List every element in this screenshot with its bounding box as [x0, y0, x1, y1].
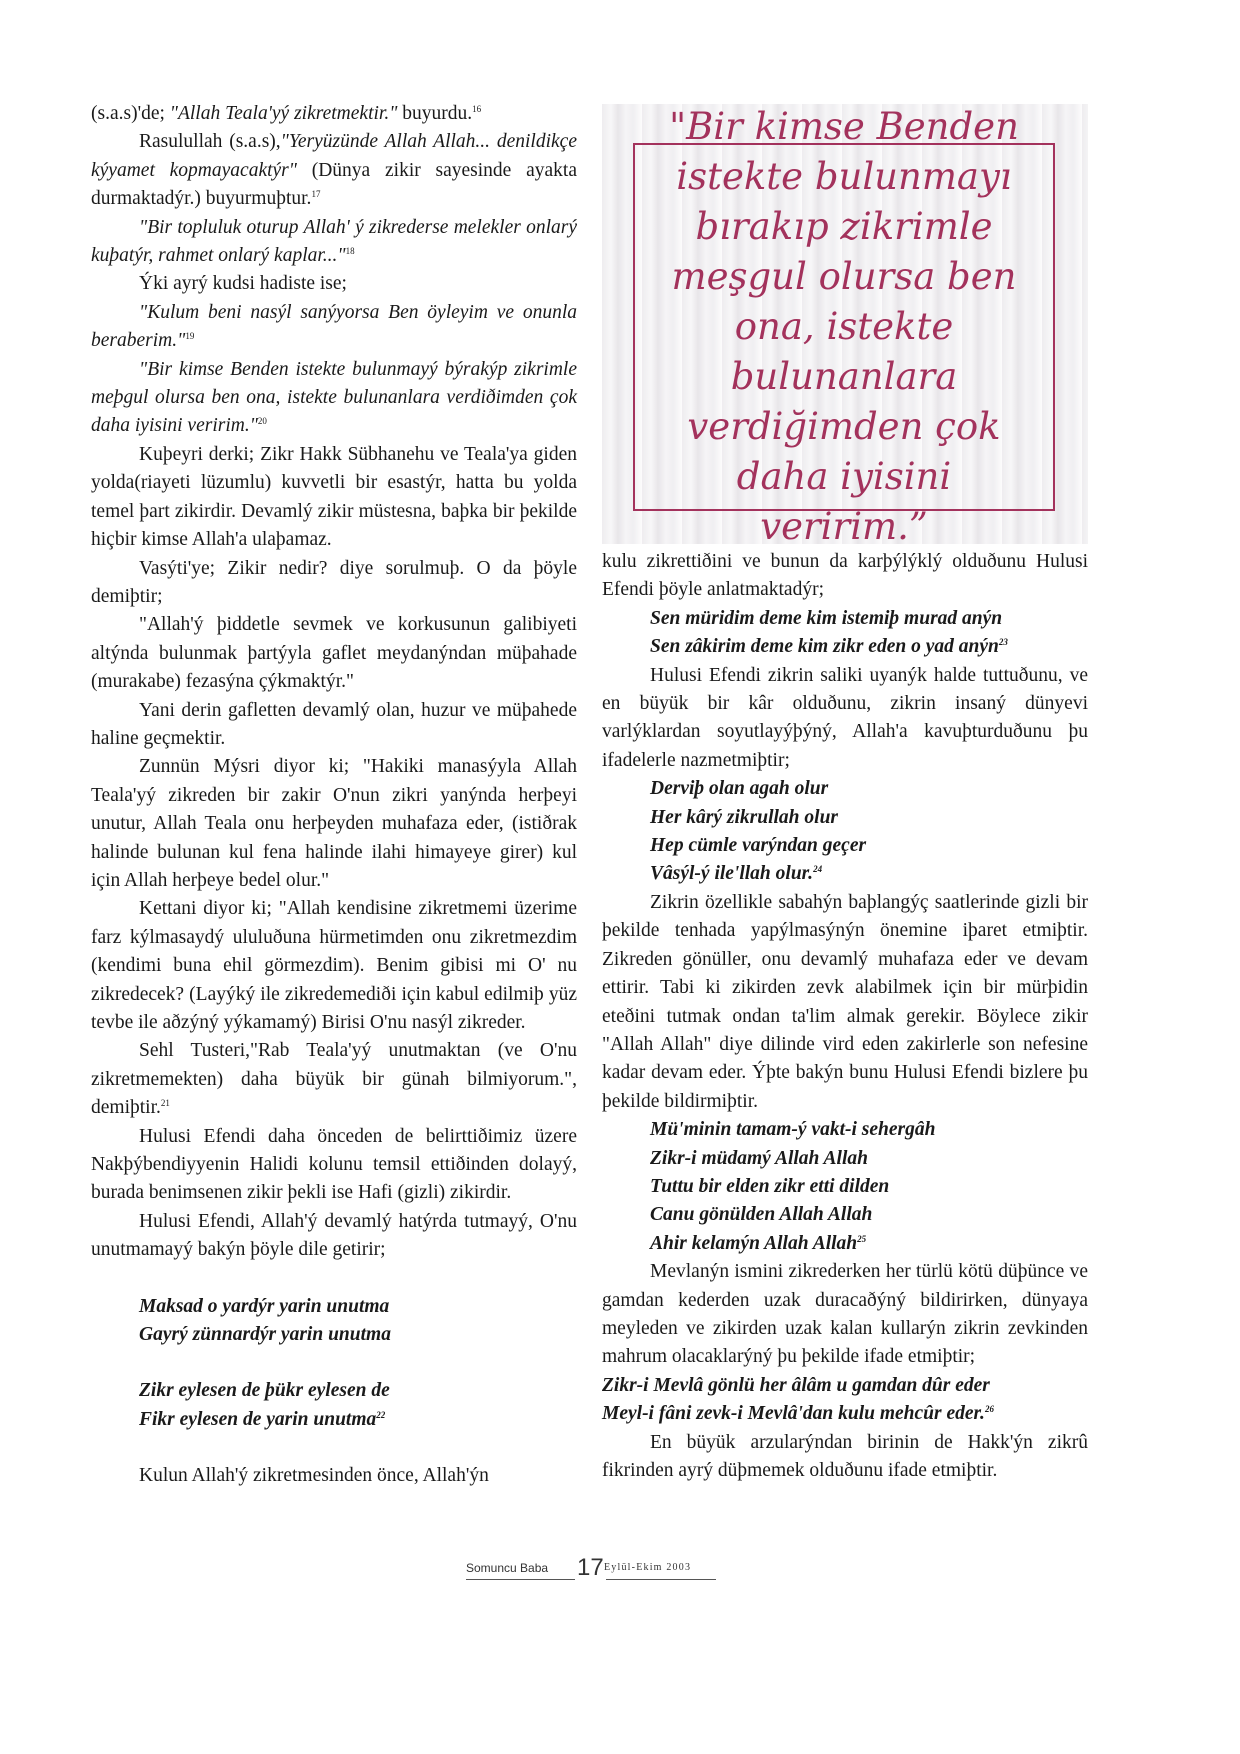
paragraph: Zunnün Mýsri diyor ki; "Hakiki manasýyla Allah Teala'yý zikreden bir zakir O'nun zikri yanýnda herþeyi unutur, Allah Teala onu herþeyden muhafaza eder, (istiðrak halinde bulunan kul fena halinde ilahi himayeye girer) kul için Allah herþeye bedel olur.": [91, 756, 577, 891]
paragraph: kulu zikrettiðini ve bunun da karþýlýklý olduðunu Hulusi Efendi þöyle anlatmaktadýr;: [602, 551, 1088, 601]
paragraph: Vasýti'ye; Zikir nedir? diye sorulmuþ. O da þöyle demiþtir;: [91, 557, 577, 607]
paragraph: Hulusi Efendi, Allah'ý devamlý hatýrda tutmayý, O'nu unutmamayý bakýn þöyle dile getirir;: [91, 1210, 577, 1261]
footnote-ref: 26: [984, 1404, 994, 1415]
hadith-quote: "Kulum beni nasýl sanýyorsa Ben öyleyim ve onunla beraberim."$^{19}$: [91, 301, 577, 352]
footnote-ref: 21: [160, 1098, 170, 1109]
poem-line: Zikr-i Mevlâ gönlü her âlâm u gamdan dûr eder: [602, 1374, 990, 1396]
paragraph: Kulun Allah'ý zikretmesinden önce, Allah'ýn: [139, 1465, 489, 1487]
hadith-quote: "Bir kimse Benden istekte bulunmayý býrakýp zikrimle meþgul olursa ben ona, istekte bulunanlara verdiðimden çok daha iyisini veririm."$^{20}$: [91, 358, 577, 437]
poem-line: Vâsýl-ý ile'llah olur.$^{24}$: [650, 863, 823, 885]
left-column: [91, 100, 577, 1491]
poem-line: Sen zâkirim deme kim zikr eden o yad anýn$^{23}$: [650, 636, 1008, 658]
poem-line: Zikr eylesen de þükr eylesen de: [139, 1380, 390, 1402]
right-column: [602, 548, 1088, 1485]
poem-line: Tuttu bir elden zikr etti dilden: [650, 1175, 890, 1197]
poem-line: Her kârý zikrullah olur: [650, 806, 839, 828]
footnote-ref: 25: [857, 1233, 867, 1244]
page-footer: [466, 1556, 716, 1586]
footnote-ref: 20: [257, 416, 267, 427]
page-number: 17: [577, 1554, 604, 1581]
poem-line: Sen müridim deme kim istemiþ murad anýn: [650, 607, 1003, 629]
pull-quote: "Bir kimse Benden istekte bulunmayı bırakıp zikrimle meşgul olursa ben ona, istekte bulunanlara verdiğimden çok daha iyisini veririm.”: [669, 105, 1019, 548]
paragraph: Ýki ayrý kudsi hadiste ise;: [139, 273, 347, 295]
issue-date: Eylül-Ekim 2003: [604, 1562, 692, 1573]
paragraph: (s.a.s)'de; "Allah Teala'yý zikretmektir." buyurdu.$^{16}$: [91, 103, 482, 124]
paragraph: En büyük arzularýndan birinin de Hakk'ýn zikrû fikrinden ayrý düþmemek olduðunu ifade etmiþtir.: [602, 1431, 1088, 1481]
footnote-ref: 19: [185, 331, 195, 342]
paragraph: Mevlanýn ismini zikrederken her türlü kötü düþünce ve gamdan kederden uzak duracaðýný bildirirken, dünyaya meyleden ve zikirden uzak kalan kullarýn zikrin zevkinden mahrum olacaklarýný þu þekilde ifade etmiþtir;: [602, 1261, 1088, 1368]
poem-line: Ahir kelamýn Allah Allah$^{25}$: [650, 1232, 867, 1254]
footnote-ref: 24: [813, 864, 823, 875]
poem-line: Mü'minin tamam-ý vakt-i sehergâh: [650, 1119, 936, 1141]
poem-line: Meyl-i fâni zevk-i Mevlâ'dan kulu mehcûr eder.$^{26}$: [602, 1403, 994, 1425]
paragraph: Hulusi Efendi zikrin saliki uyanýk halde tuttuðunu, ve en büyük bir kâr olduðunu, zikrin insaný dünyevi varlýklardan soyutlayýþýný, Allah'a kavuþturduðunu þu ifadelerle nazmetmiþtir;: [602, 664, 1088, 771]
footnote-ref: 18: [345, 246, 355, 257]
poem-line: Gayrý zünnardýr yarin unutma: [139, 1324, 391, 1346]
poem-line: Hep cümle varýndan geçer: [650, 835, 867, 857]
footnote-ref: 23: [998, 637, 1008, 648]
hadith-quote: "Bir topluluk oturup Allah' ý zikrederse melekler onlarý kuþatýr, rahmet onlarý kaplar..."$^{18}$: [91, 216, 577, 267]
paragraph: Sehl Tusteri,"Rab Teala'yý unutmaktan (ve O'nu zikretmemekten) daha büyük bir günah bilmiyorum.", demiþtir.$^{21}$: [91, 1040, 577, 1119]
poem-line: Derviþ olan agah olur: [650, 778, 829, 800]
poem-line: Maksad o yardýr yarin unutma: [139, 1295, 390, 1317]
paragraph: Yani derin gafletten devamlý olan, huzur ve müþahede haline geçmektir.: [91, 699, 577, 749]
footnote-ref: 22: [376, 1409, 386, 1420]
pull-quote-box: [633, 105, 1055, 548]
paragraph: Hulusi Efendi daha önceden de belirttiðimiz üzere Nakþýbendiyyenin Halidi kolunu temsil ettiðinden dolayý, burada benimsenen zikir þekli ise Hafi (gizli) zikirdir.: [91, 1125, 577, 1204]
paragraph: Rasulullah (s.a.s),"Yeryüzünde Allah Allah... denildikçe kýyamet kopmayacaktýr" (Dünya zikir sayesinde ayakta durmaktadýr.) buyurmuþtur.$^{17}$: [91, 131, 577, 210]
paragraph: "Allah'ý þiddetle sevmek ve korkusunun galibiyeti altýnda bulunmak þartýyla gaflet meydanýndan müþahade (murakabe) fezasýna çýkmaktýr.": [91, 614, 577, 693]
poem-line: Canu gönülden Allah Allah: [650, 1204, 873, 1226]
paragraph: Kettani diyor ki; "Allah kendisine zikretmemi üzerime farz kýlmasaydý ululuðuna hürmetimden onu zikretmezdim (kendimi buna ehil görmezdim). Benim gibisi mi O' nu zikredecek? (Layýký ile zikredemediði için kabul edilmiþ yüz tevbe ile aðzýný yýkamamý) Birisi O'nu nasýl zikreder.: [91, 898, 577, 1033]
footnote-ref: 17: [311, 189, 321, 200]
paragraph: Zikrin özellikle sabahýn baþlangýç saatlerinde gizli bir þekilde tenhada yapýlmasýnýn önemine iþaret etmiþtir. Zikreden gönüller, onu devamlý muhafaza eder ve devam ettirir. Tabi ki zikirden zevk alabilmek için bir mürþidin eteðini tutmak ondan ta'lim almak gerekir. Böylece zikir "Allah Allah" diye dilinde vird eden zakirlerle son nefesine kadar devam eder. Ýþte bakýn bunu Hulusi Efendi bizlere þu þekilde bildirmiþtir.: [602, 891, 1088, 1112]
paragraph: Kuþeyri derki; Zikr Hakk Sübhanehu ve Teala'ya giden yolda(riayeti lüzumlu) kuvvetli bir esastýr, hatta bu yolda temel þart zikirdir. Devamlý zikir müstesna, baþka bir þekilde hiçbir kimse Allah'a ulaþamaz.: [91, 443, 577, 551]
poem-line: Zikr-i müdamý Allah Allah: [650, 1147, 868, 1169]
poem-line: Fikr eylesen de yarin unutma$^{22}$: [139, 1408, 386, 1430]
footnote-ref: 16: [472, 104, 482, 114]
magazine-name: Somuncu Baba: [466, 1561, 549, 1575]
